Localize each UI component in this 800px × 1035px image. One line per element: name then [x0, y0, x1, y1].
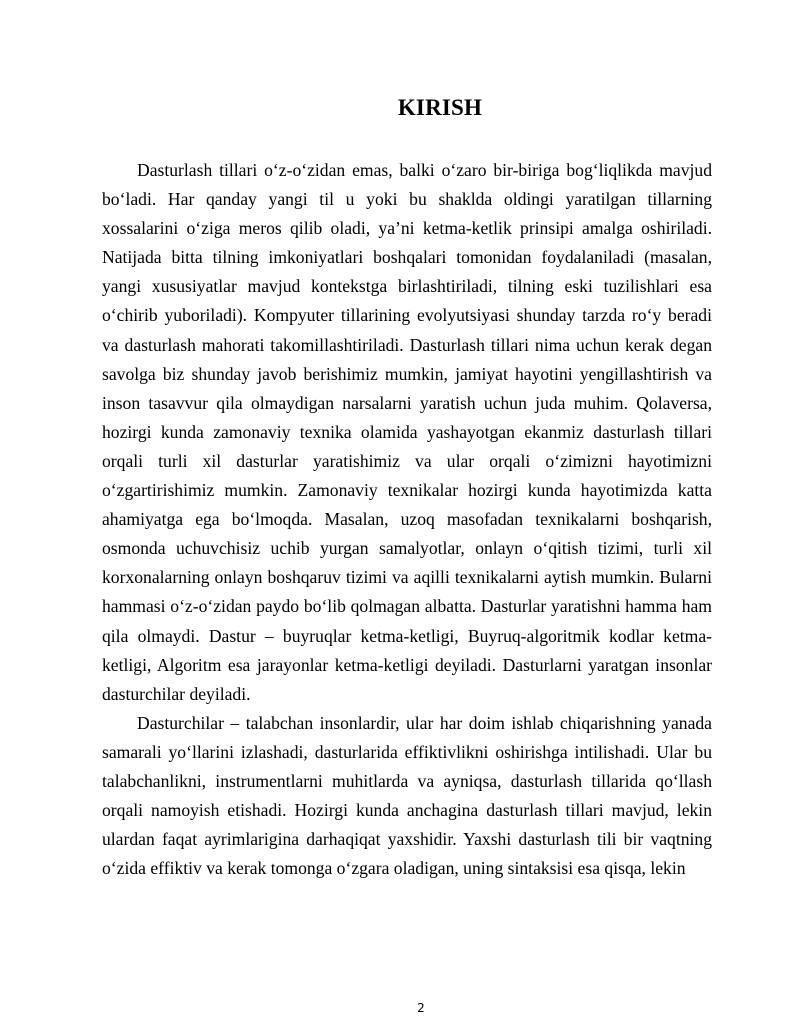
paragraph-2: Dasturchilar – talabchan insonlardir, ular har doim ishlab chiqarishning yanada samarali yo‘llarini izlashadi, dasturlarida effiktivlikni oshirishga intilishadi. Ular bu talabchanlikni, instrumentlarni muhitlarda va ayniqsa, dasturlash tillarida qo‘llash orqali namoyish etishadi. Hozirgi kunda anchagina dasturlash tillari mavjud, lekin ulardan faqat ayrimlarigina darhaqiqat yaxshidir. Yaxshi dasturlash tili bir vaqtning o‘zida effiktiv va kerak tomonga o‘zgara oladigan, uning sintaksisi esa qisqa, lekin [102, 712, 712, 879]
body-text [102, 156, 712, 883]
page-number: 2 [417, 1001, 425, 1015]
paragraph-1: Dasturlash tillari o‘z-o‘zidan emas, balki o‘zaro bir-biriga bog‘liqlikda mavjud bo‘ladi. Har qanday yangi til u yoki bu shaklda oldingi yaratilgan tillarning xossalarini o‘ziga meros qilib oladi, ya’ni ketma-ketlik prinsipi amalga oshiriladi. Natijada bitta tilning imkoniyatlari boshqalari tomonidan foydalaniladi (masalan, yangi xususiyatlar mavjud kontekstga birlashtiriladi, tilning eski tuzilishlari esa o‘chirib yuboriladi). Kompyuter tillarining evolyutsiyasi shunday tarzda ro‘y beradi va dasturlash mahorati takomillashtiriladi. Dasturlash tillari nima uchun kerak degan savolga biz shunday javob berishimiz mumkin, jamiyat hayotini yengillashtirish va inson tasavvur qila olmaydigan narsalarni yaratish uchun juda muhim. Qolaversa, hozirgi kunda zamonaviy texnika olamida yashayotgan ekanmiz dasturlash tillari orqali turli xil dasturlar yaratishimiz va ular orqali o‘zimizni hayotimizni o‘zgartirishimiz mumkin. Zamonaviy texnikalar hozirgi kunda hayotimizda katta ahamiyatga ega bo‘lmoqda. Masalan, uzoq masofadan texnikalarni boshqarish, osmonda uchuvchisiz uchib yurgan samalyotlar, onlayn o‘qitish tizimi, turli xil korxonalarning onlayn boshqaruv tizimi va aqilli texnikalarni aytish mumkin. Bularni hammasi o‘z-o‘zidan paydo bo‘lib qolmagan albatta. Dasturlar yaratishni hamma ham qila olmaydi. Dastur – buyruqlar ketma-ketligi, Buyruq-algoritmik kodlar ketma-ketligi, Algoritm esa jarayonlar ketma-ketligi deyiladi. Dasturlarni yaratgan insonlar dasturchilar deyiladi. [102, 160, 712, 704]
section-title: KIRISH [397, 95, 483, 120]
